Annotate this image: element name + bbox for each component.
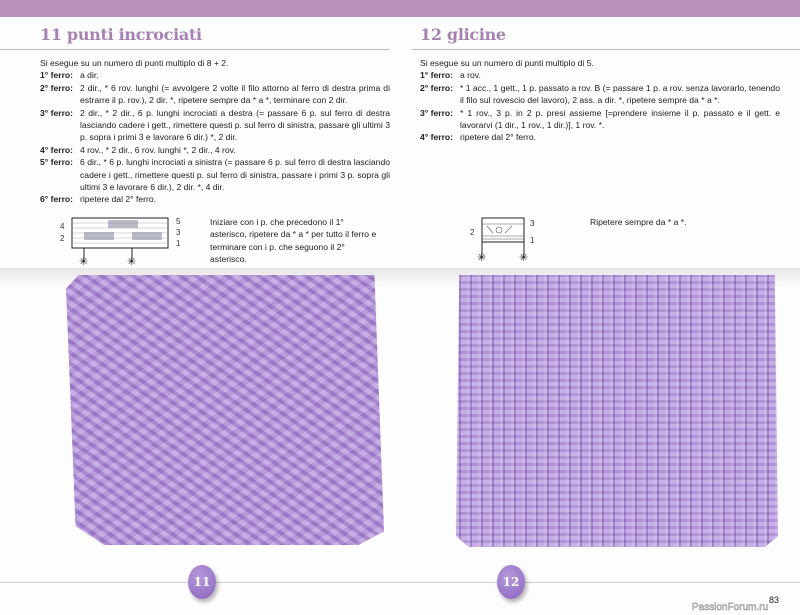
- row-label: 2° ferro:: [40, 82, 74, 93]
- row-instruction: [420, 82, 780, 107]
- row-text: 2 dir., * 2 dir., 6 p. lunghi incrociati a destra (= passare 6 p. sul ferro di destra lasciando cadere i gett., rimettere questi p. sul ferro di sinistra, passare gli ultimi 3 p. sopra i primi 3 e lavorare 6 dir.) *, 2 dir.: [80, 107, 390, 143]
- title-divider: [412, 49, 800, 50]
- row-label: 4° ferro:: [420, 132, 454, 143]
- pattern-intro: Si esegue su un numero di punti multiplo di 8 + 2.: [40, 58, 229, 68]
- row-instruction: [40, 69, 390, 81]
- row-text: a rov.: [460, 70, 481, 81]
- asterisk-marker: ✳: [79, 256, 89, 267]
- stitch-chart-11: [58, 215, 188, 267]
- pattern-title: 11 punti incrociati: [40, 25, 202, 44]
- stitch-chart-12: [468, 215, 548, 267]
- chart-row-label: 1: [176, 239, 181, 248]
- row-instruction: [40, 82, 390, 107]
- row-instruction: [40, 193, 390, 205]
- pattern-title: 12 glicine: [420, 25, 506, 44]
- row-instruction: [420, 131, 780, 143]
- footer-divider: [0, 582, 800, 583]
- chart-row-label: 3: [530, 219, 535, 228]
- chart-row-label: 5: [176, 217, 181, 226]
- row-label: 6° ferro:: [40, 194, 74, 205]
- chart-row-label: 4: [60, 222, 65, 231]
- row-label: 1° ferro:: [40, 70, 74, 81]
- title-divider: [0, 49, 390, 50]
- row-label: 5° ferro:: [40, 157, 74, 168]
- row-instruction: [40, 156, 390, 193]
- row-label: 3° ferro:: [40, 107, 74, 118]
- row-text: a dir.: [80, 70, 99, 81]
- row-text: * 1 rov., 3 p. in 2 p. presi assieme [=prendere insieme il p. passato e il gett. e lavorarvi (1 dir., 1 rov., 1 dir.)], 1 rov. *.: [460, 107, 780, 131]
- row-label: 3° ferro:: [420, 107, 454, 118]
- row-instruction: [40, 144, 390, 156]
- row-text: ripetere dal 2° ferro.: [460, 132, 537, 143]
- knit-swatch-photo-12: [456, 275, 778, 547]
- knit-swatch-photo-11: [66, 275, 384, 545]
- row-instruction: [40, 107, 390, 144]
- row-instruction: [420, 107, 780, 132]
- row-instruction: [420, 69, 780, 81]
- row-text: 4 rov., * 2 dir., 6 rov. lunghi *, 2 dir., 4 rov.: [80, 144, 236, 155]
- row-text: 6 dir., * 6 p. lunghi incrociati a sinistra (= passare 6 p. sul ferro di destra lasciando cadere i gett., rimettere questi p. sul ferro di sinistra, passare i primi 3 p. sopra gli ultimi 3 e lavorare 6 dir.), 2 dir. *, 4 dir.: [80, 157, 390, 193]
- chart-row-label: 2: [60, 234, 65, 243]
- page-number: 83: [769, 595, 780, 605]
- row-label: 2° ferro:: [420, 82, 454, 93]
- pattern-12-section: [420, 25, 780, 144]
- row-text: * 1 acc., 1 gett., 1 p. passato a rov. B (= passare 1 p. a rov. senza lavorarlo, tenendo il filo sul rovescio del lavoro), 2 ass. a dir. *, ripetere sempre da * a *.: [460, 82, 780, 106]
- yarn-ball-badge-12: 12: [497, 565, 525, 599]
- chart-row-label: 3: [176, 228, 181, 237]
- yarn-ball-badge-11: 11: [188, 565, 216, 599]
- asterisk-marker: ✳: [477, 252, 487, 264]
- watermark: PassionForum.ru: [692, 602, 769, 613]
- chart-row-label: 2: [470, 228, 475, 237]
- row-label: 4° ferro:: [40, 144, 74, 155]
- header-bar: [0, 0, 800, 17]
- pattern-11-section: [40, 25, 390, 206]
- asterisk-marker: ✳: [519, 252, 529, 264]
- row-text: 2 dir., * 6 rov. lunghi (= avvolgere 2 volte il filo attorno al ferro di destra prima di estrarre il p. rov.), 2 dir. *, ripetere sempre da * a *, terminare con 2 dir.: [80, 82, 390, 106]
- row-label: 1° ferro:: [420, 70, 454, 81]
- row-text: ripetere dal 2° ferro.: [80, 194, 157, 205]
- chart-row-label: 1: [530, 236, 535, 245]
- pattern-intro: Si esegue su un numero di punti multiplo di 5.: [420, 58, 594, 68]
- chart-note: Iniziare con i p. che precedono il 1° asterisco, ripetere da * a * per tutto il ferro e terminare con i p. che seguono il 2° asterisco.: [210, 217, 377, 265]
- chart-note: Ripetere sempre da * a *.: [590, 217, 687, 227]
- asterisk-marker: ✳: [127, 256, 137, 267]
